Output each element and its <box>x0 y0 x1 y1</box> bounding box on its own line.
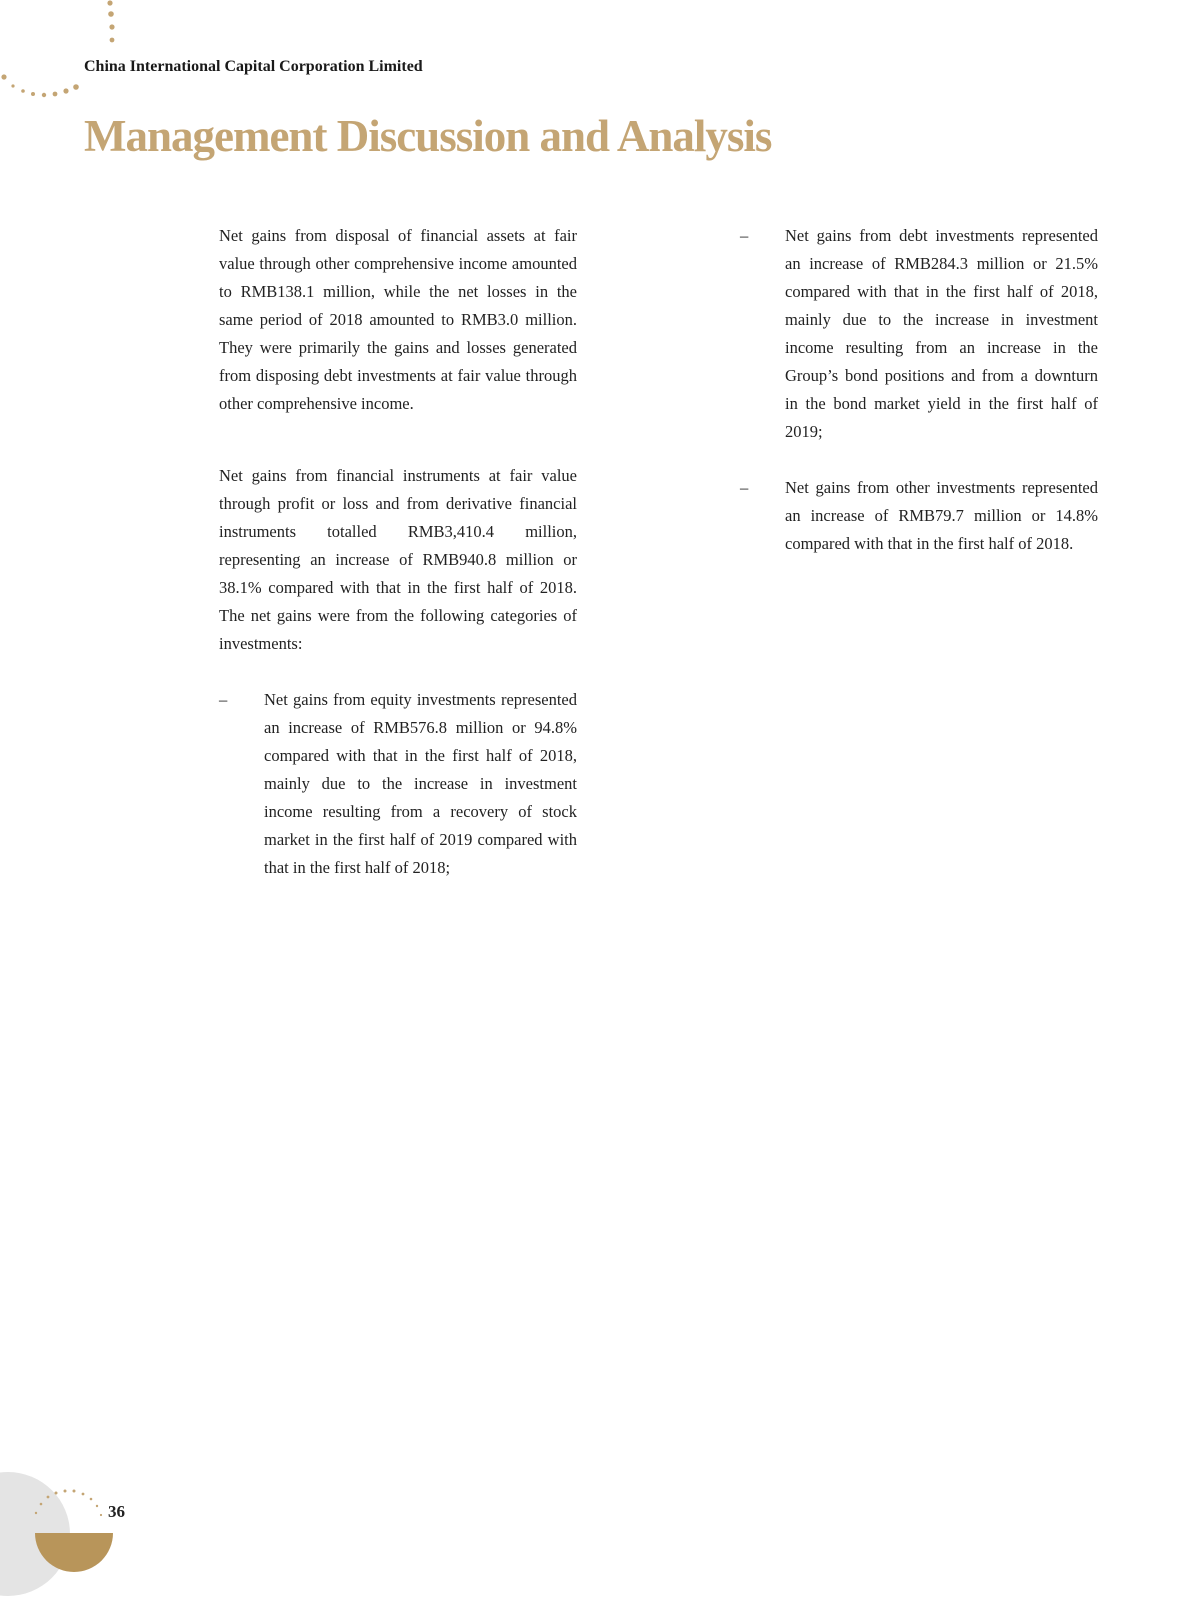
bullet-other-investments <box>740 474 1098 558</box>
company-name: China International Capital Corporation Limited <box>84 58 423 75</box>
page-title: Management Discussion and Analysis <box>84 111 772 161</box>
bullet-debt-investments <box>740 222 1098 446</box>
footer-decoration <box>0 1460 130 1615</box>
page-number: 36 <box>108 1502 125 1521</box>
dotted-arc-decoration-top <box>0 0 120 100</box>
bullet-text: Net gains from other investments represented an increase of RMB79.7 million or 14.8% compared with that in the first half of 2018. <box>785 478 1098 553</box>
bullet-dash: – <box>219 690 228 709</box>
bullet-equity-investments <box>219 686 577 882</box>
bullet-text: Net gains from equity investments represented an increase of RMB576.8 million or 94.8% compared with that in the first half of 2018, mainly due to the increase in investment income resulting from a recovery of stock market in the first half of 2019 compared with that in the first half of 2018; <box>264 690 577 877</box>
left-column <box>219 222 577 882</box>
paragraph-disposal-gains: Net gains from disposal of financial assets at fair value through other comprehensive income amounted to RMB138.1 million, while the net losses in the same period of 2018 amounted to RMB3.0 million. They were primarily the gains and losses generated from disposing debt investments at fair value through other comprehensive income. <box>219 226 577 413</box>
bullet-dash: – <box>740 478 749 497</box>
bullet-text: Net gains from debt investments represented an increase of RMB284.3 million or 21.5% compared with that in the first half of 2018, mainly due to the increase in investment income resulting from an increase in the Group’s bond positions and from a downturn in the bond market yield in the first half of 2019; <box>785 226 1098 441</box>
bullet-dash: – <box>740 226 749 245</box>
right-column <box>740 222 1098 558</box>
paragraph-fvtpl-gains: Net gains from financial instruments at fair value through profit or loss and from derivative financial instruments totalled RMB3,410.4 million, representing an increase of RMB940.8 million or 38.1% compared with that in the first half of 2018. The net gains were from the following categories of investments: <box>219 466 577 653</box>
